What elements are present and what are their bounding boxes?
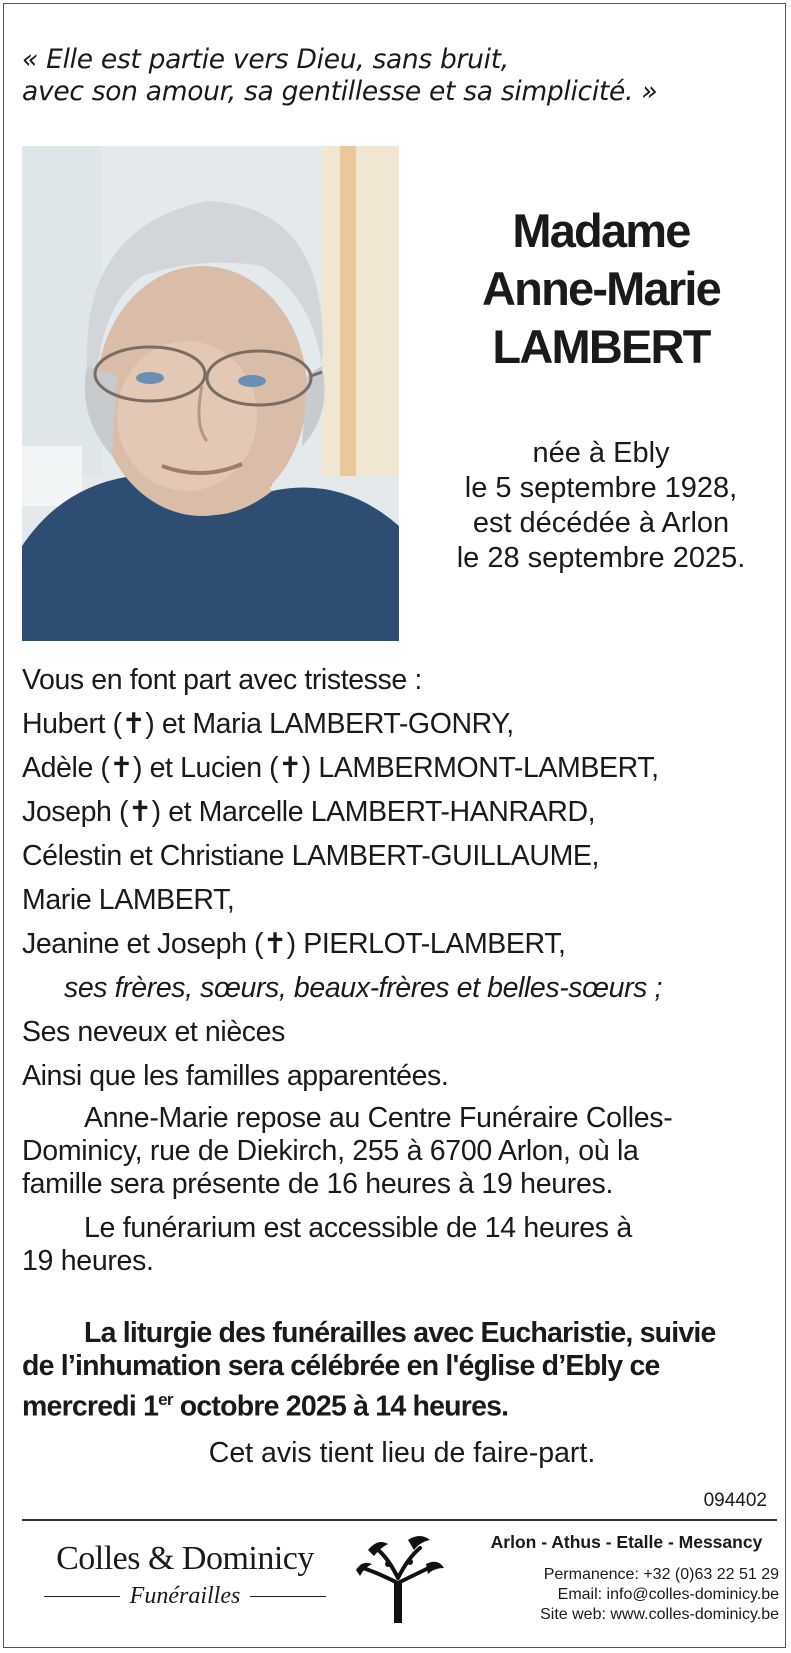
obituary-card bbox=[3, 3, 786, 1648]
death-place: est décédée à Arlon bbox=[472, 507, 730, 539]
nephews-line: Ses neveux et nièces bbox=[22, 1016, 285, 1048]
liturgy-paragraph bbox=[22, 1317, 782, 1424]
brand-sub-label: Funérailles bbox=[129, 1583, 241, 1609]
birth-death-info bbox=[422, 436, 780, 576]
brand-subtitle bbox=[44, 1583, 326, 1610]
tree-logo-icon bbox=[348, 1528, 448, 1628]
siblings-note: ses frères, sœurs, beaux-frères et belles-sœurs ; bbox=[64, 972, 663, 1004]
liturgy-date-prefix: mercredi 1 bbox=[22, 1390, 159, 1423]
family-member: Hubert (✝) et Maria LAMBERT-GONRY, bbox=[22, 708, 514, 740]
ordinal-suffix: er bbox=[158, 1390, 173, 1409]
family-member: Marie LAMBERT, bbox=[22, 884, 235, 916]
divider-line bbox=[250, 1596, 326, 1598]
locations: Arlon - Athus - Etalle - Messancy bbox=[490, 1532, 763, 1552]
liturgy-line: La liturgie des funérailles avec Eucharistie, suivie bbox=[84, 1317, 716, 1349]
birth-date: le 5 septembre 1928, bbox=[464, 472, 738, 504]
funeral-home-brand bbox=[44, 1539, 326, 1610]
deceased-name bbox=[422, 202, 780, 376]
divider-line bbox=[44, 1596, 120, 1598]
portrait-photo bbox=[22, 146, 399, 641]
relatives-line: Ainsi que les familles apparentées. bbox=[22, 1060, 449, 1092]
resting-place-paragraph bbox=[22, 1102, 782, 1201]
phone-line: Permanence: +32 (0)63 22 51 29 bbox=[543, 1566, 779, 1583]
first-name: Anne-Marie bbox=[482, 262, 720, 315]
quote-line: avec son amour, sa gentillesse et sa simplicité. » bbox=[22, 76, 658, 107]
brand-name: Colles & Dominicy bbox=[56, 1540, 314, 1577]
liturgy-line bbox=[22, 1383, 782, 1424]
funerarium-paragraph bbox=[22, 1212, 782, 1278]
birth-place: née à Ebly bbox=[532, 437, 670, 469]
last-name: LAMBERT bbox=[492, 320, 710, 373]
family-intro: Vous en font part avec tristesse : bbox=[22, 664, 422, 696]
family-member: Célestin et Christiane LAMBERT-GUILLAUME, bbox=[22, 840, 600, 872]
liturgy-line: de l’inhumation sera célébrée en l'église d’Ebly ce bbox=[22, 1350, 660, 1382]
family-member: Joseph (✝) et Marcelle LAMBERT-HANRARD, bbox=[22, 796, 596, 828]
family-member: Jeanine et Joseph (✝) PIERLOT-LAMBERT, bbox=[22, 928, 566, 960]
website-line: Site web: www.colles-dominicy.be bbox=[540, 1606, 779, 1623]
reference-number: 094402 bbox=[703, 1490, 767, 1511]
closing-note: Cet avis tient lieu de faire-part. bbox=[208, 1437, 596, 1469]
rest-line: Dominicy, rue de Diekirch, 255 à 6700 Arlon, où la bbox=[22, 1135, 639, 1167]
footer-divider bbox=[22, 1519, 777, 1521]
death-date: le 28 septembre 2025. bbox=[456, 542, 746, 574]
liturgy-date-suffix: octobre 2025 à 14 heures. bbox=[172, 1390, 509, 1423]
title-madame: Madame bbox=[512, 204, 690, 257]
email-line: Email: info@colles-dominicy.be bbox=[557, 1586, 779, 1603]
epigraph-quote bbox=[22, 44, 762, 108]
quote-line: « Elle est partie vers Dieu, sans bruit, bbox=[22, 44, 509, 75]
family-list bbox=[22, 658, 782, 1098]
funerarium-line: 19 heures. bbox=[22, 1245, 154, 1277]
family-member: Adèle (✝) et Lucien (✝) LAMBERMONT-LAMBERT, bbox=[22, 752, 659, 784]
funerarium-line: Le funérarium est accessible de 14 heures à bbox=[84, 1212, 632, 1244]
contact-info bbox=[474, 1532, 779, 1625]
rest-line: Anne-Marie repose au Centre Funéraire Colles- bbox=[84, 1102, 673, 1134]
rest-line: famille sera présente de 16 heures à 19 heures. bbox=[22, 1168, 614, 1200]
